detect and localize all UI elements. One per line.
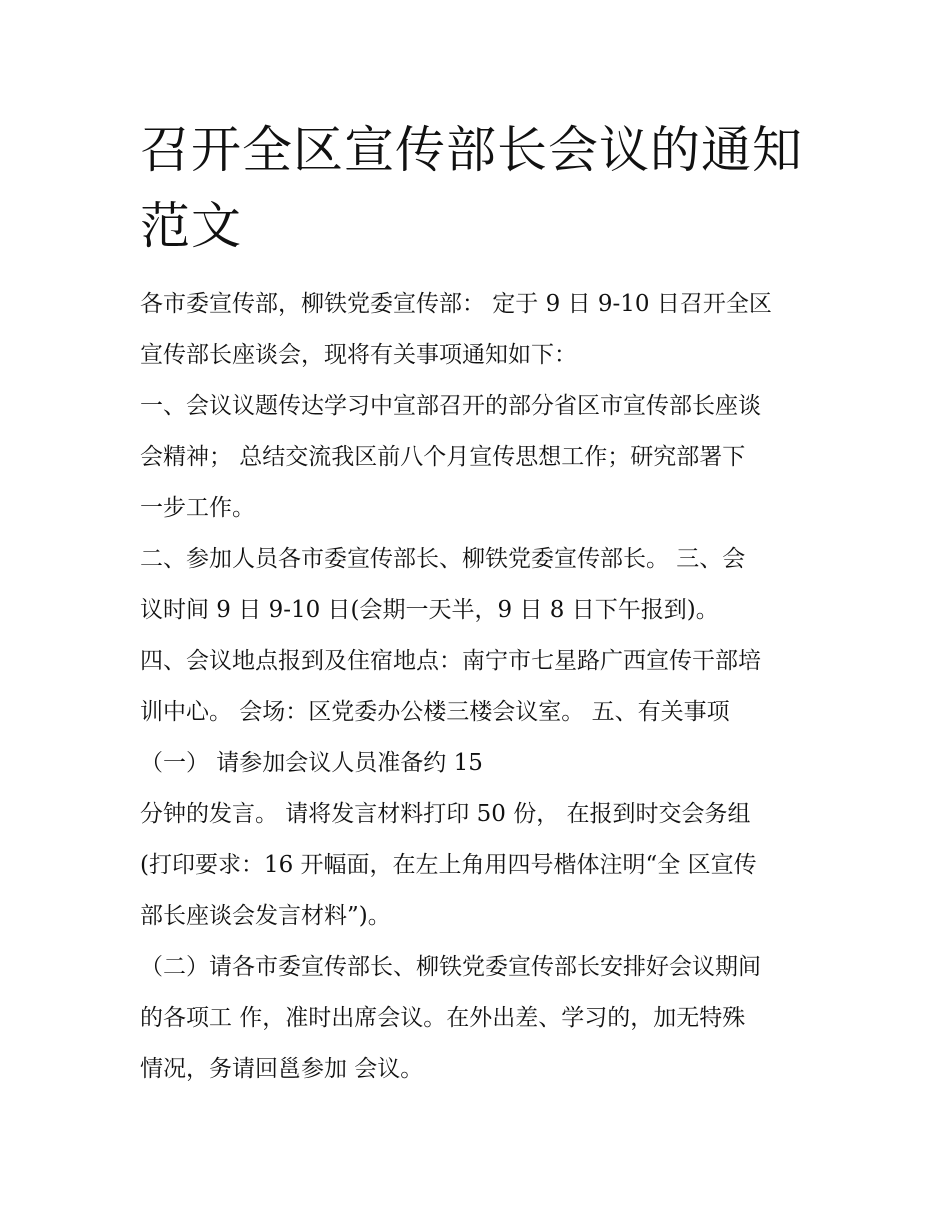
body-line: （二）请各市委宣传部长、柳铁党委宣传部长安排好会议期间: [140, 954, 761, 980]
body-line: 宣传部长座谈会，现将有关事项通知如下：: [140, 342, 577, 368]
title-line-1: 召开全区宣传部长会议的通知: [140, 121, 803, 179]
document-body: [140, 279, 830, 1095]
body-line: 四、会议地点报到及住宿地点：南宁市七星路广西宣传干部培: [140, 648, 761, 674]
body-line: 情况，务请回邕参加 会议。: [140, 1056, 424, 1082]
document-title: [140, 112, 820, 264]
body-line: 一、会议议题传达学习中宣部召开的部分省区市宣传部长座谈: [140, 393, 761, 419]
body-line: 议时间 9 日 9-10 日(会期一天半，9 日 8 日下午报到)。: [140, 597, 719, 623]
body-line: 二、参加人员各市委宣传部长、柳铁党委宣传部长。 三、会: [140, 546, 746, 572]
body-line: 各市委宣传部，柳铁党委宣传部： 定于 9 日 9-10 日召开全区: [140, 291, 772, 317]
body-line: 一步工作。: [140, 495, 255, 521]
body-line: 会精神； 总结交流我区前八个月宣传思想工作；研究部署下: [140, 444, 746, 470]
body-line: 的各项工 作，准时出席会议。在外出差、学习的，加无特殊: [140, 1005, 746, 1031]
title-line-2: 范文: [140, 197, 242, 255]
body-line: 训中心。 会场：区党委办公楼三楼会议室。 五、有关事项: [140, 699, 730, 725]
body-line: 部长座谈会发言材料”)。: [140, 903, 391, 929]
body-line: (打印要求：16 开幅面，在左上角用四号楷体注明“全 区宣传: [140, 852, 757, 878]
body-line: 分钟的发言。 请将发言材料打印 50 份， 在报到时交会务组: [140, 801, 751, 827]
body-line: （一） 请参加会议人员准备约 15: [140, 750, 483, 776]
